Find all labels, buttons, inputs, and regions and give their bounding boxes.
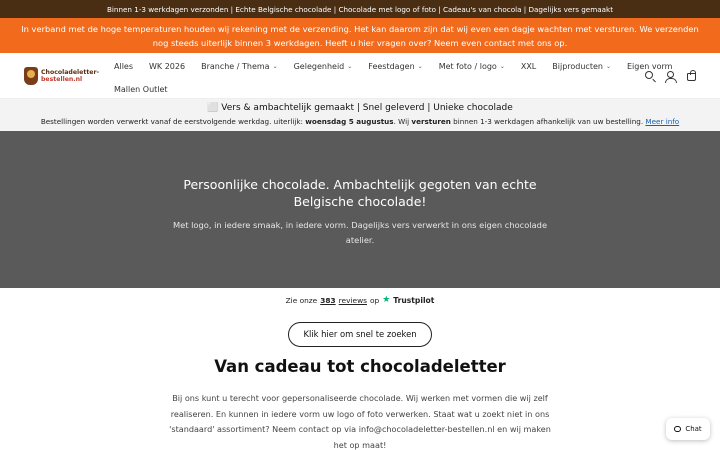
cart-icon[interactable]: [687, 73, 696, 81]
trustpilot-brand: Trustpilot: [393, 295, 435, 305]
hero-banner: [0, 131, 720, 288]
nav-item-bijproducten[interactable]: [544, 62, 619, 71]
site-logo[interactable]: [24, 67, 99, 85]
nav-item-label: Branche / Thema: [201, 61, 270, 71]
nav-item-label: Bijproducten: [552, 61, 603, 71]
chevron-down-icon: ⌄: [272, 62, 278, 70]
nav-item-xxl[interactable]: [513, 62, 544, 71]
nav-item-alles[interactable]: [106, 62, 141, 71]
nav-item-branche-thema[interactable]: [193, 62, 286, 71]
notice-line-1: In verband met de hoge temperaturen houden wij rekening met de verzending. Het kan daarom zijn dat wij even een dagje wachten met versturen. We verzenden: [21, 24, 699, 34]
logo-line-1: Chocoladeletter-: [41, 69, 100, 76]
nav-item-eigen-vorm[interactable]: [619, 62, 680, 71]
nav-item-label: Alles: [114, 61, 134, 71]
chevron-down-icon: ⌄: [499, 62, 505, 70]
more-info-link[interactable]: Meer info: [645, 117, 680, 126]
chat-bubble-icon: [674, 426, 681, 432]
chat-button[interactable]: [666, 418, 710, 440]
info-bar: [0, 99, 720, 131]
nav-item-label: Met foto / logo: [438, 61, 497, 71]
announcement-text: Binnen 1-3 werkdagen verzonden | Echte Belgische chocolade | Chocolade met logo of foto | Cadeau's van chocola | Dagelijks vers gemaakt: [106, 4, 614, 14]
hero-subtitle: Met logo, in iedere smaak, in iedere vorm. Dagelijks vers verwerkt in ons eigen chocolade atelier.: [172, 220, 548, 245]
nav-item-feestdagen[interactable]: [360, 62, 430, 71]
search-icon[interactable]: [645, 71, 653, 79]
nav-item-label: Feestdagen: [368, 61, 415, 71]
quick-search-button[interactable]: Klik hier om snel te zoeken: [288, 322, 431, 347]
nav-item-label: Mallen Outlet: [114, 84, 168, 94]
section-title: Van cadeau tot chocoladeletter: [214, 357, 506, 376]
nav-item-met-foto-logo[interactable]: [431, 62, 513, 71]
chevron-down-icon: ⌄: [605, 62, 611, 70]
chevron-down-icon: ⌄: [347, 62, 353, 70]
header-actions: [645, 71, 696, 81]
main-navigation: [106, 53, 673, 99]
nav-item-label: XXL: [520, 61, 537, 71]
trustpilot-widget[interactable]: Zie onze 383 reviews op ★ Trustpilot: [285, 295, 435, 305]
chat-label: Chat: [685, 425, 702, 433]
chocolate-logo-icon: [24, 67, 38, 85]
processing-info: Bestellingen worden verwerkt vanaf de eerstvolgende werkdag. uiterlijk: woensdag 5 augustus. Wij versturen binnen 1-3 werkdagen afhankelijk van uw bestelling. Meer info: [40, 117, 680, 126]
account-icon[interactable]: [665, 71, 675, 81]
usp-line: ⬜ Vers & ambachtelijk gemaakt | Snel geleverd | Unieke chocolade: [207, 103, 513, 113]
logo-line-2: bestellen.nl: [41, 76, 83, 83]
heat-notice-banner: [0, 18, 720, 53]
nav-row-2: [106, 79, 626, 99]
nav-item-gelegenheid[interactable]: [286, 62, 361, 71]
hero-title: Persoonlijke chocolade. Ambachtelijk gegoten van echte Belgische chocolade!: [183, 177, 537, 209]
trustpilot-star-icon: ★: [382, 295, 391, 305]
nav-item-label: WK 2026: [149, 61, 186, 71]
nav-item-label: Gelegenheid: [293, 61, 345, 71]
review-count: 383: [320, 295, 336, 305]
delivery-date: woensdag 5 augustus: [305, 117, 394, 126]
nav-item-wk-2026[interactable]: [141, 62, 193, 71]
announcement-bar: [0, 0, 720, 18]
notice-line-2: nog steeds uiterlijk binnen 3 werkdagen. Heeft u hier vragen over? Neem even contact met ons op.: [152, 38, 568, 48]
nav-row-1: [106, 53, 673, 79]
nav-item-label: Eigen vorm: [627, 61, 673, 71]
chevron-down-icon: ⌄: [417, 62, 423, 70]
reviews-link[interactable]: reviews: [338, 295, 367, 305]
section-text: Bij ons kunt u terecht voor gepersonaliseerde chocolade. Wij werken met vormen die wij zelf realiseren. En kunnen in iedere vorm uw logo of foto verwerken. Staat wat u zoekt niet in ons 'standaard' assortiment? Neem contact op via info@chocoladeletter-bestellen.nl en wij maken het op maat!: [169, 393, 551, 450]
nav-item-mallen-outlet[interactable]: [106, 85, 176, 94]
site-header: [0, 53, 720, 99]
